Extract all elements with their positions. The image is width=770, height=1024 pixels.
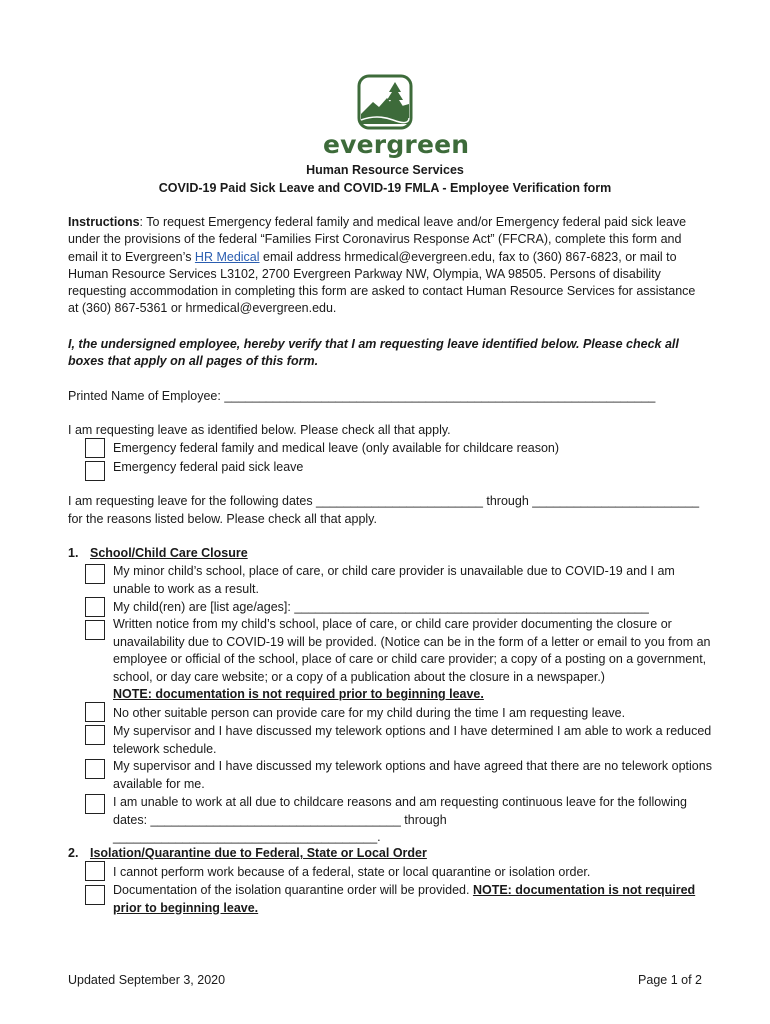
verification-statement: I, the undersigned employee, hereby verify that I am requesting leave identified below. Please check all boxes that apply on all pages of this form.: [68, 337, 679, 369]
written-notice-label: [113, 616, 713, 704]
reduced-telework-label: My supervisor and I have discussed my telework options and I have determined I am able to work a reduced telework schedule.: [113, 724, 712, 756]
quarantine-documentation-text: Documentation of the isolation quarantine order will be provided.: [113, 883, 473, 897]
instructions-label: Instructions: [68, 215, 140, 229]
tree-mountain-icon: [357, 74, 413, 130]
section-2-title: Isolation/Quarantine due to Federal, State or Local Order: [90, 846, 427, 860]
evergreen-logo: [323, 74, 470, 160]
continuous-leave-checkbox[interactable]: [85, 794, 105, 814]
no-telework-label: My supervisor and I have discussed my telework options and have agreed that there are no telework options available for me.: [113, 759, 712, 791]
written-notice-text: Written notice from my child’s school, place of care, or child care provider documenting the closure or unavailability due to COVID-19 will be provided. (Notice can be in the form of a letter or email to you from an employee or official of the school, place of care or child care provider; a copy of a posting on a government, school, or day care website; or a copy of a publication about the closure in a newspaper.): [113, 617, 711, 684]
logo-wordmark: evergreen: [323, 130, 470, 159]
no-suitable-person-checkbox[interactable]: [85, 702, 105, 722]
federal-fmla-checkbox[interactable]: [85, 438, 105, 458]
leave-dates-field[interactable]: I am requesting leave for the following dates ________________________ through ________________________: [68, 494, 700, 508]
no-suitable-person-label: No other suitable person can provide care for my child during the time I am requesting leave.: [113, 706, 626, 720]
documentation-note: NOTE: documentation is not required prior to beginning leave.: [113, 687, 484, 702]
child-ages-checkbox[interactable]: [85, 597, 105, 617]
reduced-telework-checkbox[interactable]: [85, 725, 105, 745]
section-1-title: School/Child Care Closure: [90, 546, 248, 560]
form-title: COVID-19 Paid Sick Leave and COVID-19 FMLA - Employee Verification form: [158, 181, 612, 195]
printed-name-field[interactable]: Printed Name of Employee: ______________________________________________________________: [68, 389, 656, 403]
school-closure-checkbox[interactable]: [85, 564, 105, 584]
no-telework-checkbox[interactable]: [85, 759, 105, 779]
quarantine-documentation-note: NOTE: documentation is not required prior to beginning leave.: [113, 883, 696, 915]
federal-sick-leave-label: Emergency federal paid sick leave: [113, 460, 304, 474]
updated-date: Updated September 3, 2020: [68, 973, 226, 987]
quarantine-documentation-label: [113, 882, 713, 917]
department-title: Human Resource Services: [306, 163, 464, 177]
instructions-text-2: email address hrmedical@evergreen.edu, fax to (360) 867-6823, or mail to Human Resource Services L3102, 2700 Evergreen Parkway NW, Olympia, WA 98505. Persons of disability requesting accommodation in completing this form are asked to contact Human Resource Services for assistance at (360) 867-5361 or hrmedical@evergreen.edu.: [68, 249, 696, 316]
continuous-leave-label[interactable]: I am unable to work at all due to childcare reasons and am requesting continuous leave for the following dates: ____________________________________ through ______________________________________.: [113, 795, 687, 845]
federal-sick-leave-checkbox[interactable]: [85, 461, 105, 481]
child-ages-field[interactable]: My child(ren) are [list age/ages]: ___________________________________________________: [113, 600, 649, 614]
quarantine-order-label: I cannot perform work because of a federal, state or local quarantine or isolation order.: [113, 865, 591, 879]
written-notice-checkbox[interactable]: [85, 620, 105, 640]
instructions-paragraph: [68, 214, 708, 318]
quarantine-order-checkbox[interactable]: [85, 861, 105, 881]
federal-fmla-label: Emergency federal family and medical leave (only available for childcare reason): [113, 441, 560, 455]
instructions-text-1: : To request Emergency federal family and medical leave and/or Emergency federal paid sick leave under the provisions of the federal “Families First Coronavirus Response Act” (FFCRA), complete this form and email it to Evergreen’s: [68, 215, 687, 264]
section-2-heading: [68, 846, 427, 860]
quarantine-documentation-checkbox[interactable]: [85, 885, 105, 905]
section-2-number: 2.: [68, 846, 79, 860]
section-1-heading: [68, 546, 248, 560]
page-number: Page 1 of 2: [638, 973, 702, 987]
leave-dates-note: for the reasons listed below. Please check all that apply.: [68, 512, 377, 526]
hr-medical-link[interactable]: HR Medical: [194, 249, 260, 264]
section-1-number: 1.: [68, 546, 79, 560]
leave-type-intro: I am requesting leave as identified below. Please check all that apply.: [68, 423, 451, 437]
school-closure-label: My minor child’s school, place of care, or child care provider is unavailable due to COVID-19 and I am unable to work as a result.: [113, 564, 675, 596]
